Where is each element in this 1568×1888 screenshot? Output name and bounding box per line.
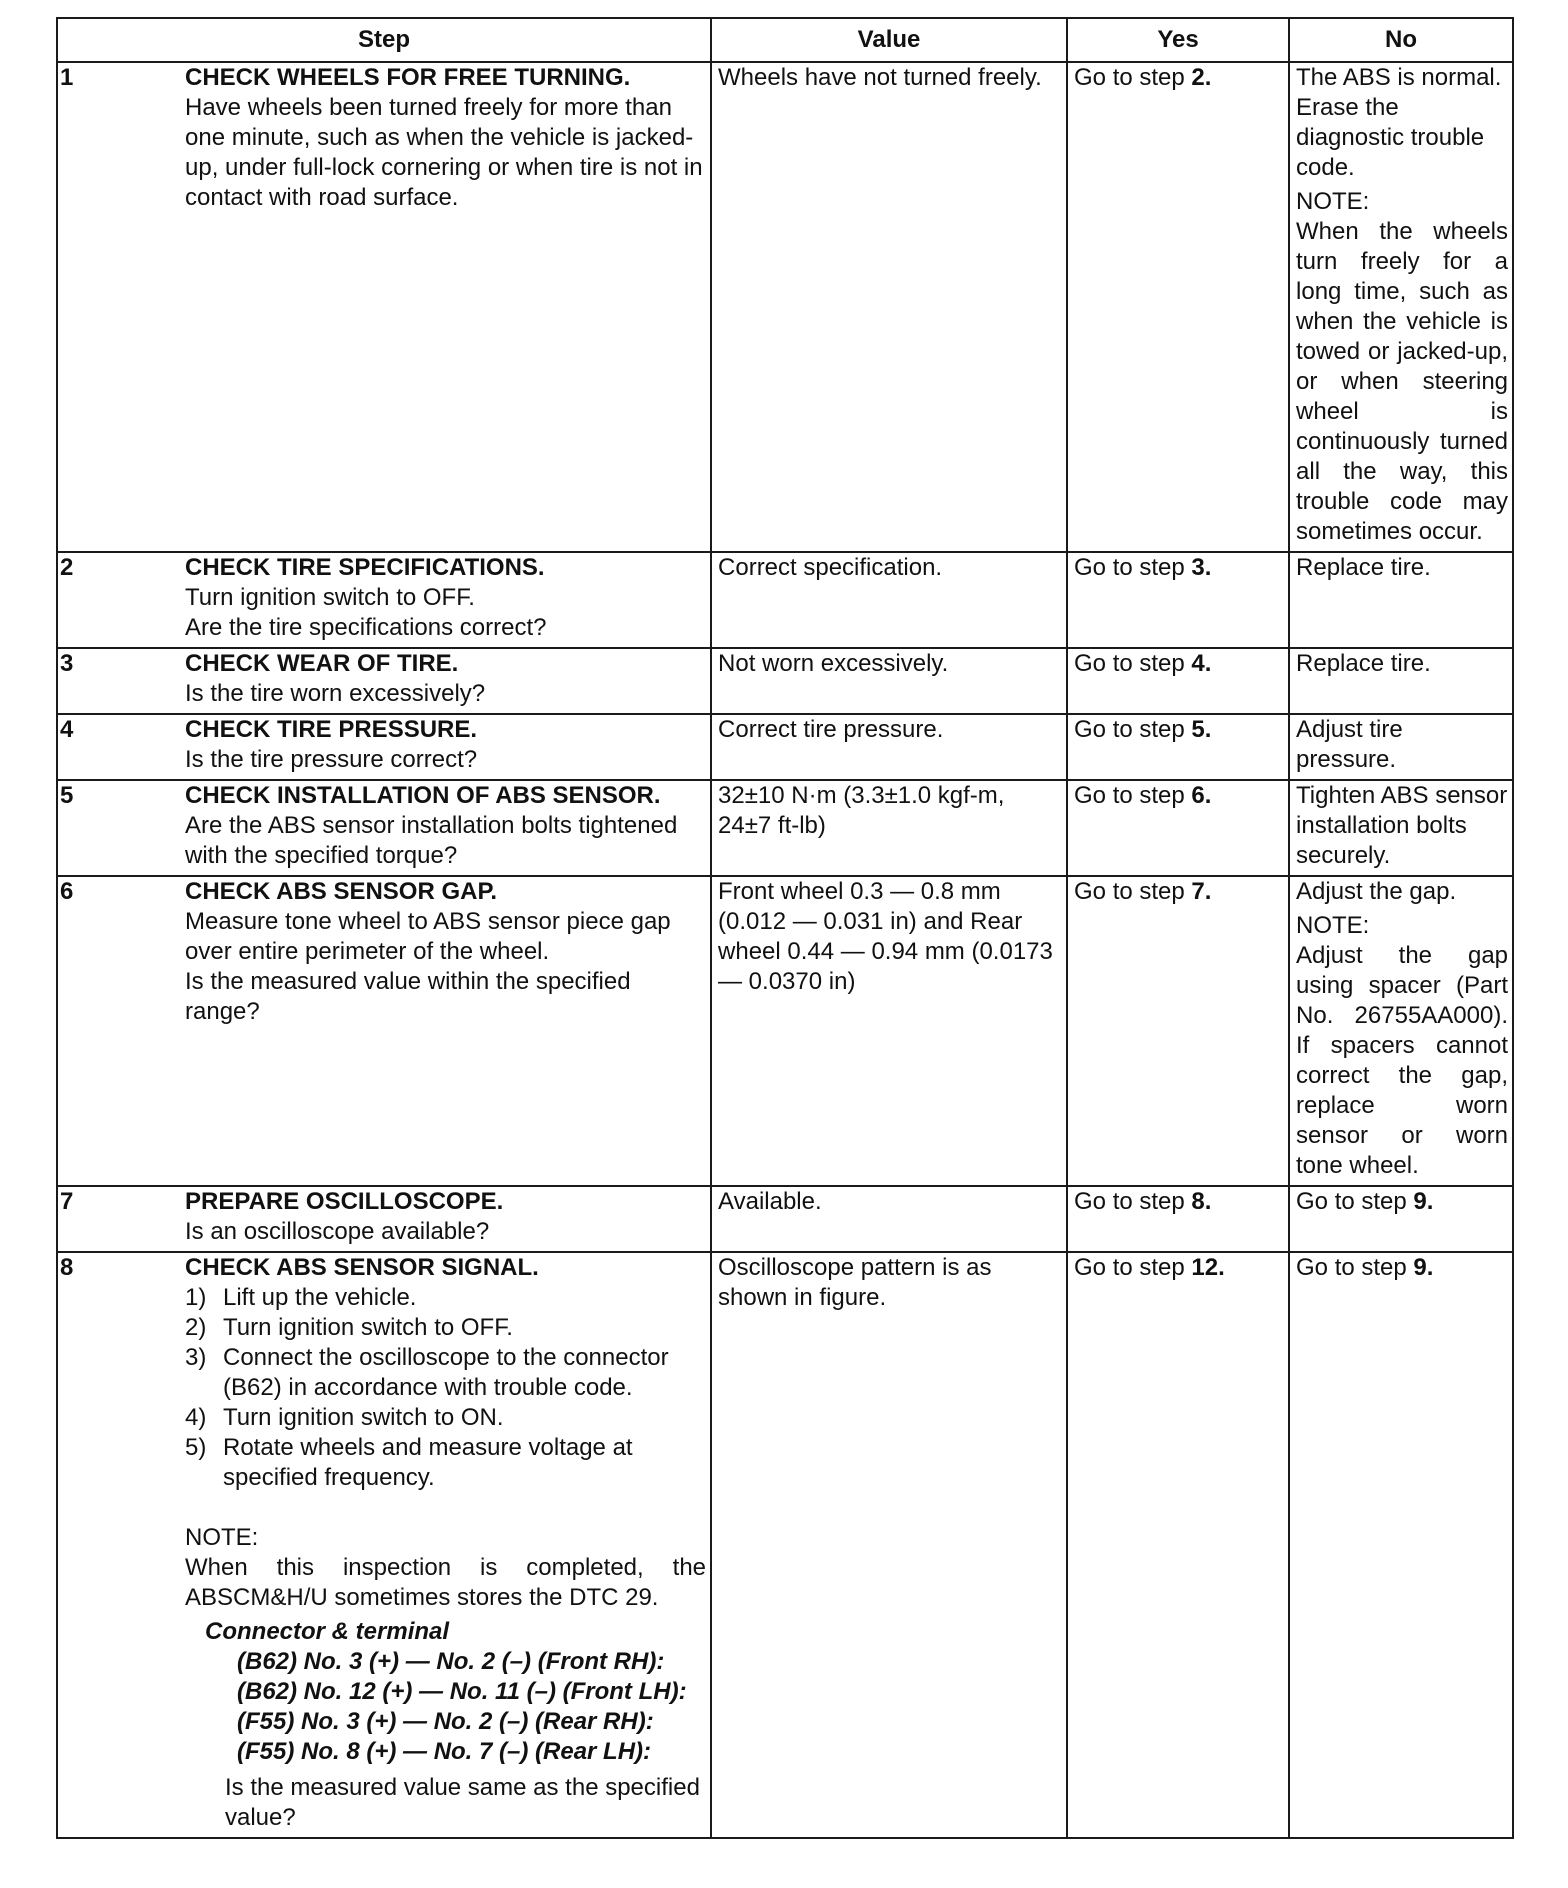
procedure-item	[185, 1343, 706, 1403]
value-cell: Front wheel 0.3 — 0.8 mm (0.012 — 0.031 in) and Rear wheel 0.44 — 0.94 mm (0.0173 — 0.0370 in)	[711, 876, 1067, 1186]
value-cell: Oscilloscope pattern is as shown in figure.	[711, 1252, 1067, 1838]
step-title: CHECK ABS SENSOR SIGNAL.	[185, 1254, 539, 1281]
no-step-ref: 9.	[1413, 1254, 1434, 1281]
header-yes: Yes	[1067, 18, 1289, 62]
step-number: 1	[57, 62, 179, 552]
yes-cell	[1067, 876, 1289, 1186]
header-value: Value	[711, 18, 1067, 62]
yes-prefix: Go to step	[1074, 650, 1192, 677]
yes-prefix: Go to step	[1074, 64, 1192, 91]
yes-step-ref: 5.	[1191, 716, 1212, 743]
note-text: Adjust the gap using spacer (Part No. 26755AA000). If spacers cannot correct the gap, replace worn sensor or worn tone wheel.	[1296, 942, 1509, 1179]
note-text: When this inspection is completed, the ABSCM&H/U sometimes stores the DTC 29.	[185, 1554, 707, 1611]
yes-prefix: Go to step	[1074, 782, 1192, 809]
no-cell	[1289, 62, 1513, 552]
step-title: CHECK WHEELS FOR FREE TURNING.	[185, 64, 631, 91]
yes-cell	[1067, 552, 1289, 648]
step-text: Have wheels been turned freely for more than one minute, such as when the vehicle is jacked-up, under full-lock cornering or when tire is not in contact with road surface.	[185, 94, 703, 211]
value-cell: Available.	[711, 1186, 1067, 1252]
procedure-text: Lift up the vehicle.	[223, 1284, 417, 1311]
step-description	[179, 876, 711, 1186]
table-row	[57, 1186, 1513, 1252]
procedure-item	[185, 1433, 706, 1493]
procedure-text: Turn ignition switch to ON.	[223, 1404, 504, 1431]
value-cell: Wheels have not turned freely.	[711, 62, 1067, 552]
step-title: CHECK TIRE PRESSURE.	[185, 716, 478, 743]
step-number: 4	[57, 714, 179, 780]
no-cell: Replace tire.	[1289, 552, 1513, 648]
step-title: CHECK TIRE SPECIFICATIONS.	[185, 554, 545, 581]
procedure-item	[185, 1313, 706, 1343]
step-description	[179, 1252, 711, 1838]
troubleshooting-table	[56, 17, 1514, 1839]
step-description	[179, 552, 711, 648]
yes-step-ref: 7.	[1191, 878, 1212, 905]
no-text: The ABS is normal. Erase the diagnostic trouble code.	[1296, 64, 1502, 181]
procedure-number: 1)	[185, 1284, 207, 1311]
table-row	[57, 714, 1513, 780]
yes-cell	[1067, 780, 1289, 876]
table-row	[57, 648, 1513, 714]
step-description	[179, 780, 711, 876]
procedure-list	[185, 1283, 706, 1493]
step-number: 2	[57, 552, 179, 648]
procedure-text: Rotate wheels and measure voltage at specified frequency.	[223, 1434, 633, 1491]
yes-cell	[1067, 648, 1289, 714]
value-cell: Correct tire pressure.	[711, 714, 1067, 780]
header-row	[57, 18, 1513, 62]
header-step: Step	[57, 18, 711, 62]
no-cell	[1289, 1252, 1513, 1838]
step-title: CHECK ABS SENSOR GAP.	[185, 878, 498, 905]
yes-cell	[1067, 714, 1289, 780]
step-text: Is the measured value within the specified range?	[185, 968, 631, 1025]
yes-prefix: Go to step	[1074, 1254, 1192, 1281]
step-description	[179, 62, 711, 552]
procedure-item	[185, 1283, 706, 1313]
yes-cell	[1067, 1186, 1289, 1252]
step-description	[179, 648, 711, 714]
step-text: Are the tire specifications correct?	[185, 614, 547, 641]
step-title: CHECK WEAR OF TIRE.	[185, 650, 459, 677]
step-text: Turn ignition switch to OFF.	[185, 584, 475, 611]
step-text: Is the tire worn excessively?	[185, 680, 486, 707]
step-text: Measure tone wheel to ABS sensor piece gap over entire perimeter of the wheel.	[185, 908, 671, 965]
step-number: 7	[57, 1186, 179, 1252]
note-text: When the wheels turn freely for a long time, such as when the vehicle is towed or jacked-up, or when steering wheel is continuously turned all the way, this trouble code may sometimes occur.	[1296, 218, 1509, 545]
step-description	[179, 1186, 711, 1252]
connector-line: (F55) No. 3 (+) — No. 2 (–) (Rear RH):	[237, 1708, 654, 1735]
connector-line: (B62) No. 3 (+) — No. 2 (–) (Front RH):	[237, 1648, 665, 1675]
table-row	[57, 552, 1513, 648]
no-cell: Replace tire.	[1289, 648, 1513, 714]
procedure-text: Turn ignition switch to OFF.	[223, 1314, 513, 1341]
procedure-number: 2)	[185, 1314, 207, 1341]
step-text: Are the ABS sensor installation bolts tightened with the specified torque?	[185, 812, 678, 869]
no-prefix: Go to step	[1296, 1188, 1414, 1215]
yes-step-ref: 3.	[1191, 554, 1212, 581]
note-label: NOTE:	[1296, 912, 1370, 939]
step-number: 3	[57, 648, 179, 714]
table-row	[57, 780, 1513, 876]
no-cell: Tighten ABS sensor installation bolts securely.	[1289, 780, 1513, 876]
step-text: Is the tire pressure correct?	[185, 746, 478, 773]
step-description	[179, 714, 711, 780]
value-cell: Not worn excessively.	[711, 648, 1067, 714]
yes-prefix: Go to step	[1074, 1188, 1192, 1215]
yes-step-ref: 8.	[1191, 1188, 1212, 1215]
note-label: NOTE:	[185, 1524, 259, 1551]
yes-prefix: Go to step	[1074, 554, 1192, 581]
yes-cell	[1067, 62, 1289, 552]
no-cell	[1289, 876, 1513, 1186]
yes-prefix: Go to step	[1074, 716, 1192, 743]
procedure-number: 4)	[185, 1404, 207, 1431]
value-cell: 32±10 N·m (3.3±1.0 kgf-m, 24±7 ft-lb)	[711, 780, 1067, 876]
no-prefix: Go to step	[1296, 1254, 1414, 1281]
yes-step-ref: 2.	[1191, 64, 1212, 91]
connector-line: (B62) No. 12 (+) — No. 11 (–) (Front LH):	[237, 1678, 687, 1705]
note-label: NOTE:	[1296, 188, 1370, 215]
yes-step-ref: 6.	[1191, 782, 1212, 809]
yes-step-ref: 12.	[1191, 1254, 1225, 1281]
header-no: No	[1289, 18, 1513, 62]
step-number: 8	[57, 1252, 179, 1838]
step-question: Is the measured value same as the specified value?	[225, 1774, 700, 1831]
step-title: CHECK INSTALLATION OF ABS SENSOR.	[185, 782, 661, 809]
procedure-number: 3)	[185, 1344, 207, 1371]
step-text: Is an oscilloscope available?	[185, 1218, 490, 1245]
procedure-item	[185, 1403, 706, 1433]
procedure-number: 5)	[185, 1434, 207, 1461]
connector-title: Connector & terminal	[205, 1618, 450, 1645]
yes-cell	[1067, 1252, 1289, 1838]
value-cell: Correct specification.	[711, 552, 1067, 648]
no-text: Adjust the gap.	[1296, 878, 1457, 905]
table-row	[57, 1252, 1513, 1838]
no-step-ref: 9.	[1413, 1188, 1434, 1215]
yes-step-ref: 4.	[1191, 650, 1212, 677]
procedure-text: Connect the oscilloscope to the connector (B62) in accordance with trouble code.	[223, 1344, 669, 1401]
yes-prefix: Go to step	[1074, 878, 1192, 905]
table-row	[57, 876, 1513, 1186]
step-number: 6	[57, 876, 179, 1186]
step-number: 5	[57, 780, 179, 876]
step-title: PREPARE OSCILLOSCOPE.	[185, 1188, 504, 1215]
table-row	[57, 62, 1513, 552]
no-cell: Adjust tire pressure.	[1289, 714, 1513, 780]
no-cell	[1289, 1186, 1513, 1252]
connector-line: (F55) No. 8 (+) — No. 7 (–) (Rear LH):	[237, 1738, 652, 1765]
